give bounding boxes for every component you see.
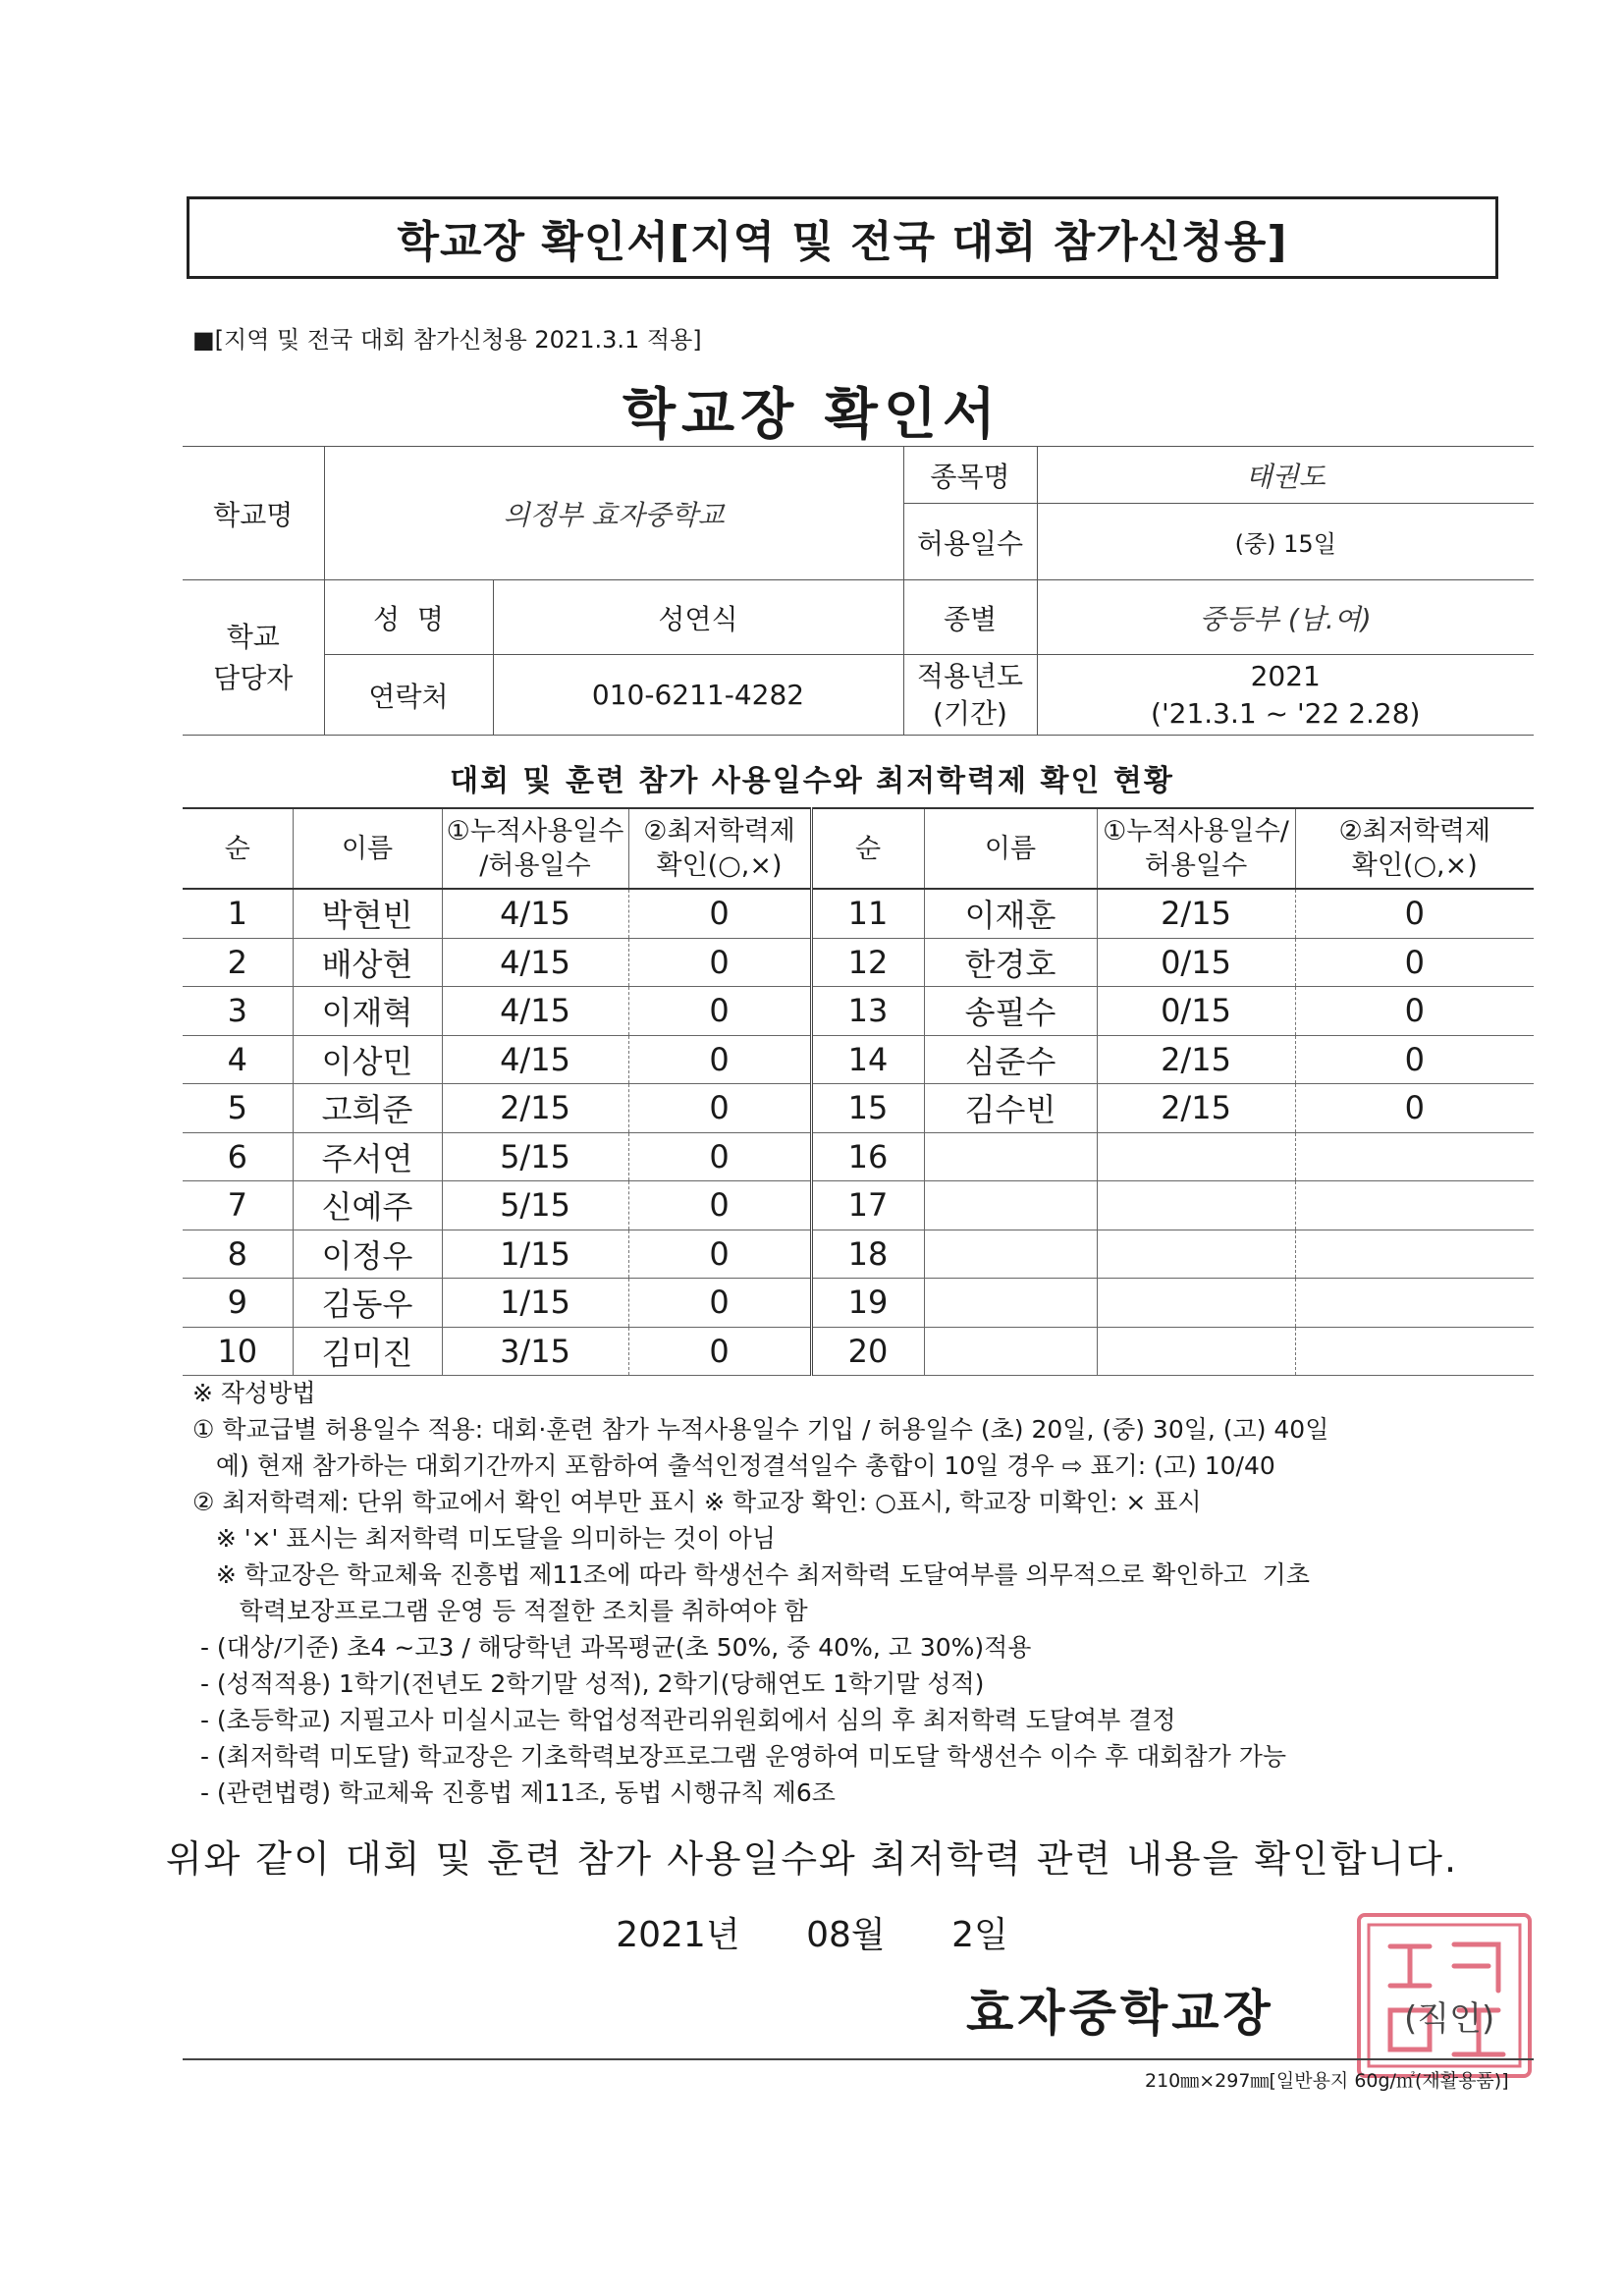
student-name: 이재훈 [924, 889, 1097, 938]
student-name: 김미진 [293, 1327, 442, 1376]
row-number: 6 [183, 1132, 293, 1181]
header-no: 순 [183, 808, 293, 889]
table-row [183, 889, 1534, 938]
seal-label: (직인) [1404, 1999, 1495, 2039]
instruction-line: ※ 작성방법 [192, 1379, 316, 1407]
student-name: 박현빈 [293, 889, 442, 938]
table-header-row [183, 808, 1534, 889]
used-days: 2/15 [1097, 889, 1295, 938]
row-number: 20 [811, 1327, 924, 1376]
used-days: 2/15 [442, 1084, 628, 1133]
student-name: 심준수 [924, 1035, 1097, 1084]
minimum-grade-check: 0 [628, 1035, 811, 1084]
student-name: 이정우 [293, 1230, 442, 1279]
section-title: 대회 및 훈련 참가 사용일수와 최저학력제 확인 현황 [450, 764, 1174, 798]
header-days-right: ①누적사용일수/ 허용일수 [1097, 808, 1295, 889]
principal-signature: 효자중학교장 [966, 1985, 1274, 2042]
event-value: 태권도 [1037, 447, 1534, 504]
applicable-period: ('21.3.1 ~ '22 2.28) [1151, 696, 1421, 730]
main-title: 학교장 확인서 [622, 383, 1002, 447]
used-days: 4/15 [442, 987, 628, 1036]
used-days [1097, 1132, 1295, 1181]
header-name-right: 이름 [924, 808, 1097, 889]
row-number: 10 [183, 1327, 293, 1376]
row-number: 7 [183, 1181, 293, 1230]
minimum-grade-check [1295, 1327, 1534, 1376]
row-number: 1 [183, 889, 293, 938]
student-name [924, 1230, 1097, 1279]
used-days: 5/15 [442, 1132, 628, 1181]
student-name: 고희준 [293, 1084, 442, 1133]
minimum-grade-check: 0 [628, 889, 811, 938]
category-value: 중등부 (남.여) [1037, 580, 1534, 655]
staff-name-value: 성연식 [493, 580, 903, 655]
row-number: 12 [811, 938, 924, 987]
instruction-line: - (대상/기준) 초4 ~고3 / 해당학년 과목평균(초 50%, 중 40%, 고 30%)적용 [192, 1633, 1032, 1662]
confirmation-statement: 위와 같이 대회 및 훈련 참가 사용일수와 최저학력 관련 내용을 확인합니다. [165, 1837, 1459, 1881]
used-days: 1/15 [442, 1230, 628, 1279]
minimum-grade-check [1295, 1181, 1534, 1230]
instruction-line: 예) 현재 참가하는 대회기간까지 포함하여 출석인정결석일수 총합이 10일 경우 ⇨ 표기: (고) 10/40 [192, 1451, 1275, 1480]
school-name-label: 학교명 [183, 447, 324, 580]
staff-name-label: 성 명 [324, 580, 493, 655]
table-row [183, 987, 1534, 1036]
instruction-line: - (성적적용) 1학기(전년도 2학기말 성적), 2학기(당해연도 1학기말 성적) [192, 1669, 985, 1698]
header-name: 이름 [293, 808, 442, 889]
document-header-box [187, 196, 1498, 279]
row-number: 9 [183, 1279, 293, 1328]
used-days: 4/15 [442, 938, 628, 987]
allowed-days-label: 허용일수 [903, 504, 1037, 580]
row-number: 8 [183, 1230, 293, 1279]
used-days [1097, 1327, 1295, 1376]
minimum-grade-check: 0 [628, 1181, 811, 1230]
used-days: 3/15 [442, 1327, 628, 1376]
row-number: 4 [183, 1035, 293, 1084]
minimum-grade-check: 0 [628, 1279, 811, 1328]
minimum-grade-check [1295, 1132, 1534, 1181]
row-number: 3 [183, 987, 293, 1036]
used-days: 1/15 [442, 1279, 628, 1328]
table-row [183, 1132, 1534, 1181]
student-name: 이재혁 [293, 987, 442, 1036]
minimum-grade-check: 0 [628, 1327, 811, 1376]
used-days: 5/15 [442, 1181, 628, 1230]
row-number: 5 [183, 1084, 293, 1133]
writing-instructions [192, 1375, 1547, 1811]
used-days: 4/15 [442, 1035, 628, 1084]
header-check: ②최저학력제 확인(○,×) [628, 808, 811, 889]
period-label: 적용년도 (기간) [903, 655, 1037, 736]
staff-label: 학교 담당자 [183, 580, 324, 736]
participation-table [183, 807, 1534, 1376]
minimum-grade-check: 0 [1295, 889, 1534, 938]
staff-contact-label: 연락처 [324, 655, 493, 736]
bottom-divider [183, 2058, 1534, 2060]
student-name [924, 1279, 1097, 1328]
instruction-line: - (최저학력 미도달) 학교장은 기초학력보장프로그램 운영하여 미도달 학생선수 이수 후 대회참가 가능 [192, 1742, 1287, 1771]
student-name [924, 1132, 1097, 1181]
instruction-line: 학력보장프로그램 운영 등 적절한 조치를 취하여야 함 [192, 1597, 808, 1625]
used-days: 2/15 [1097, 1035, 1295, 1084]
minimum-grade-check: 0 [1295, 1084, 1534, 1133]
used-days: 0/15 [1097, 987, 1295, 1036]
table-row [183, 1181, 1534, 1230]
used-days: 0/15 [1097, 938, 1295, 987]
used-days [1097, 1230, 1295, 1279]
school-name-value: 의정부 효자중학교 [324, 447, 903, 580]
allowed-days-value: (중) 15일 [1037, 504, 1534, 580]
header-days: ①누적사용일수 /허용일수 [442, 808, 628, 889]
school-info-table [183, 446, 1534, 736]
student-name: 이상민 [293, 1035, 442, 1084]
header-check-right: ②최저학력제 확인(○,×) [1295, 808, 1534, 889]
minimum-grade-check [1295, 1230, 1534, 1279]
table-row [183, 1035, 1534, 1084]
student-name: 김수빈 [924, 1084, 1097, 1133]
period-cell [1037, 655, 1534, 736]
student-name: 김동우 [293, 1279, 442, 1328]
row-number: 13 [811, 987, 924, 1036]
date-month: 08월 [806, 1915, 886, 1955]
row-number: 11 [811, 889, 924, 938]
applicable-year: 2021 [1250, 659, 1321, 692]
used-days [1097, 1279, 1295, 1328]
date-year: 2021년 [616, 1915, 740, 1955]
student-name: 한경호 [924, 938, 1097, 987]
minimum-grade-check: 0 [628, 987, 811, 1036]
used-days: 4/15 [442, 889, 628, 938]
minimum-grade-check [1295, 1279, 1534, 1328]
row-number: 2 [183, 938, 293, 987]
header-no-right: 순 [811, 808, 924, 889]
category-label: 종별 [903, 580, 1037, 655]
minimum-grade-check: 0 [1295, 1035, 1534, 1084]
staff-contact-value: 010-6211-4282 [493, 655, 903, 736]
student-name: 신예주 [293, 1181, 442, 1230]
minimum-grade-check: 0 [1295, 938, 1534, 987]
minimum-grade-check: 0 [628, 938, 811, 987]
student-name [924, 1181, 1097, 1230]
table-row [183, 1279, 1534, 1328]
instruction-line: - (초등학교) 지필고사 미실시교는 학업성적관리위원회에서 심의 후 최저학력 도달여부 결정 [192, 1706, 1176, 1734]
event-label: 종목명 [903, 447, 1037, 504]
table-row [183, 1084, 1534, 1133]
paper-spec-footer: 210㎜×297㎜[일반용지 60g/㎡(재활용품)] [1145, 2070, 1509, 2092]
row-number: 15 [811, 1084, 924, 1133]
row-number: 14 [811, 1035, 924, 1084]
table-row [183, 1327, 1534, 1376]
instruction-line: ① 학교급별 허용일수 적용: 대회·훈련 참가 누적사용일수 기입 / 허용일수 (초) 20일, (중) 30일, (고) 40일 [192, 1415, 1329, 1444]
instruction-line: ※ '×' 표시는 최저학력 미도달을 의미하는 것이 아님 [192, 1524, 776, 1553]
row-number: 18 [811, 1230, 924, 1279]
used-days: 2/15 [1097, 1084, 1295, 1133]
instruction-line: - (관련법령) 학교체육 진흥법 제11조, 동법 시행규칙 제6조 [192, 1778, 836, 1807]
row-number: 17 [811, 1181, 924, 1230]
used-days [1097, 1181, 1295, 1230]
application-note: ■[지역 및 전국 대회 참가신청용 2021.3.1 적용] [192, 326, 702, 354]
minimum-grade-check: 0 [1295, 987, 1534, 1036]
row-number: 19 [811, 1279, 924, 1328]
date-day: 2일 [951, 1915, 1008, 1955]
minimum-grade-check: 0 [628, 1230, 811, 1279]
instruction-line: ※ 학교장은 학교체육 진흥법 제11조에 따라 학생선수 최저학력 도달여부를 의무적으로 확인하고 기초 [192, 1560, 1310, 1589]
student-name: 송필수 [924, 987, 1097, 1036]
document-header-title: 학교장 확인서[지역 및 전국 대회 참가신청용] [397, 217, 1288, 267]
minimum-grade-check: 0 [628, 1084, 811, 1133]
minimum-grade-check: 0 [628, 1132, 811, 1181]
student-name: 배상현 [293, 938, 442, 987]
table-row [183, 1230, 1534, 1279]
student-name: 주서연 [293, 1132, 442, 1181]
table-row [183, 938, 1534, 987]
instruction-line: ② 최저학력제: 단위 학교에서 확인 여부만 표시 ※ 학교장 확인: ○표시, 학교장 미확인: × 표시 [192, 1488, 1202, 1516]
row-number: 16 [811, 1132, 924, 1181]
student-name [924, 1327, 1097, 1376]
